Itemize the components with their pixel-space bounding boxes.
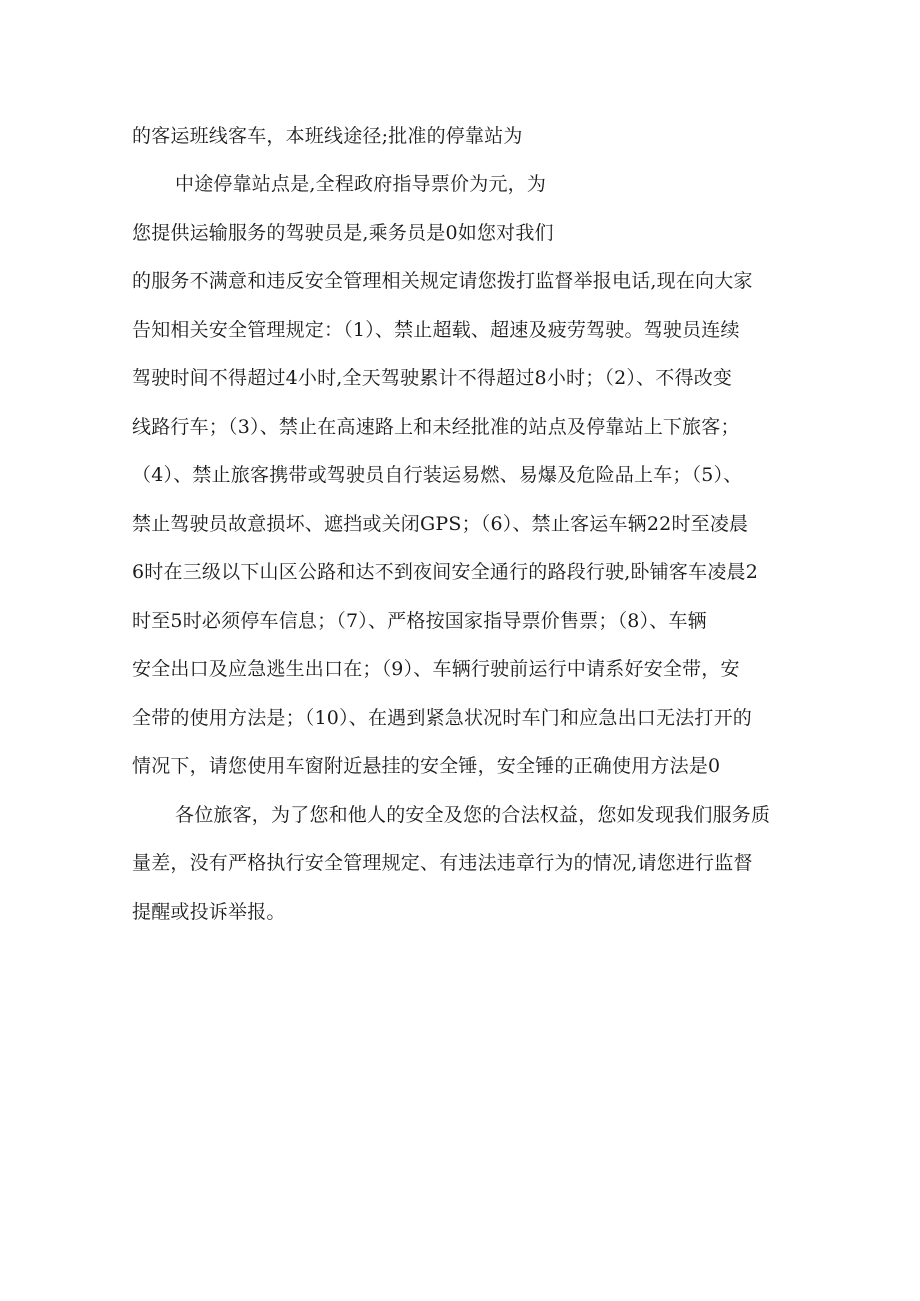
text-line-12: 安全出口及应急逃生出口在；（9）、车辆行驶前运行中请系好安全带，安 (132, 658, 740, 680)
text-line-1: 的客运班线客车，本班线途径;批准的停靠站为 (132, 125, 523, 147)
text-line-15: 各位旅客，为了您和他人的安全及您的合法权益，您如发现我们服务质 (175, 804, 771, 826)
text-line-14: 情况下，请您使用车窗附近悬挂的安全锤，安全锤的正确使用方法是0 (132, 755, 721, 777)
text-line-2: 中途停靠站点是,全程政府指导票价为元，为 (175, 173, 547, 195)
text-line-16: 量差，没有严格执行安全管理规定、有违法违章行为的情况,请您进行监督 (132, 852, 753, 874)
text-line-8: （4）、禁止旅客携带或驾驶员自行装运易燃、易爆及危险品上车；（5）、 (132, 464, 743, 486)
text-line-13: 全带的使用方法是；（10）、在遇到紧急状况时车门和应急出口无法打开的 (132, 707, 752, 729)
text-line-5: 告知相关安全管理规定：（1）、禁止超载、超速及疲劳驾驶。驾驶员连续 (132, 319, 740, 341)
text-line-11: 时至5时必须停车信息；（7）、严格按国家指导票价售票；（8）、车辆 (132, 610, 707, 632)
text-line-10: 6时在三级以下山区公路和达不到夜间安全通行的路段行驶,卧铺客车凌晨2 (132, 561, 759, 583)
text-line-3: 您提供运输服务的驾驶员是,乘务员是0如您对我们 (132, 222, 554, 244)
text-line-4: 的服务不满意和违反安全管理相关规定请您拨打监督举报电话,现在向大家 (132, 270, 753, 292)
text-line-7: 线路行车；（3）、禁止在高速路上和未经批准的站点及停靠站上下旅客； (132, 416, 740, 438)
text-line-17: 提醒或投诉举报。 (132, 901, 286, 923)
text-line-9: 禁止驾驶员故意损坏、遮挡或关闭GPS；（6）、禁止客运车辆22时至凌晨 (132, 513, 749, 535)
text-line-6: 驾驶时间不得超过4小时,全天驾驶累计不得超过8小时；（2）、不得改变 (132, 367, 733, 389)
